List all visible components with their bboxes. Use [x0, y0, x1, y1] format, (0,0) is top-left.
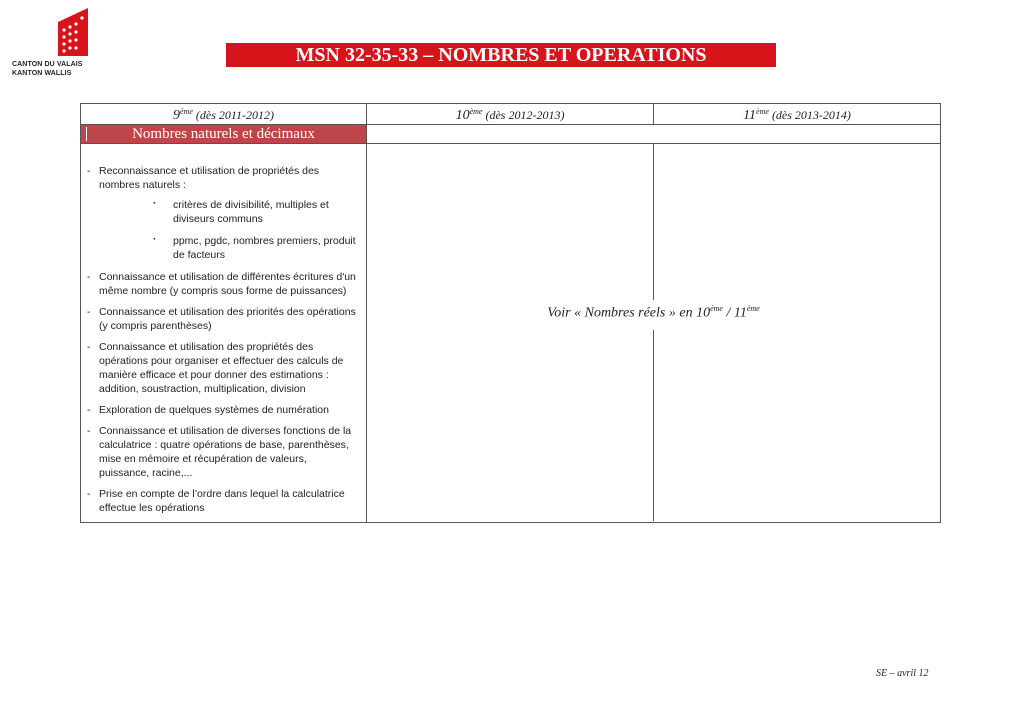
period-11: (dès 2013-2014)	[771, 108, 851, 122]
item-text: Connaissance et utilisation de différentes écritures d'un même nombre (y compris sous forme de puissances)	[99, 271, 356, 297]
column-header-11	[654, 104, 941, 125]
grade-9-sup: ème	[180, 107, 193, 116]
objectives-list	[81, 144, 366, 515]
item-text: Connaissance et utilisation des propriétés des opérations pour organiser et effectuer des calculs de manière efficace et pour donner des estimations : addition, soustraction, multiplication, division	[99, 341, 344, 395]
objectives-cell	[81, 144, 367, 523]
logo-text	[12, 60, 83, 78]
sub-list	[99, 198, 356, 262]
period-9: (dès 2011-2012)	[195, 108, 274, 122]
valais-flag-icon	[58, 8, 88, 56]
reference-cell	[367, 144, 941, 523]
subitem-text: critères de divisibilité, multiples et diviseurs communs	[173, 199, 329, 225]
list-item: - Exploration de quelques systèmes de numération	[87, 404, 329, 416]
column-header-9	[81, 104, 367, 125]
list-item: - Reconnaissance et utilisation de propriétés des nombres naturels : · critères de divisibilité, multiples et diviseurs communs · ppmc, pgdc, nombres premiers, produit de facteurs	[87, 165, 356, 261]
logo-line-2: KANTON WALLIS	[12, 70, 72, 77]
grade-9: 9	[173, 108, 180, 123]
canton-logo	[10, 8, 90, 80]
logo-line-1: CANTON DU VALAIS	[12, 61, 83, 68]
page-title: MSN 32-35-33 – NOMBRES ET OPERATIONS	[226, 43, 776, 67]
reference-prefix: Voir « Nombres réels » en 10	[547, 305, 711, 321]
footer-note: SE – avril 12	[876, 668, 929, 679]
reference-middle: / 11	[722, 305, 747, 321]
category-empty-cell	[367, 125, 941, 144]
item-text: Exploration de quelques systèmes de numération	[99, 404, 329, 416]
grade-10-sup: ème	[469, 107, 483, 116]
column-divider	[653, 144, 654, 300]
header-row	[81, 104, 941, 125]
item-text: Connaissance et utilisation de diverses fonctions de la calculatrice : quatre opérations de base, parenthèses, mise en mémoire et récupération de valeurs, puissance, racine,...	[99, 425, 352, 479]
sub-list-item	[153, 197, 356, 226]
grade-10: 10	[455, 108, 470, 123]
reference-sup-1: ème	[710, 304, 723, 313]
category-row	[81, 125, 941, 144]
item-text: Reconnaissance et utilisation de propriétés des nombres naturels :	[99, 165, 320, 191]
bullet-icon: ·	[153, 233, 157, 245]
item-text: Connaissance et utilisation des priorités des opérations (y compris parenthèses)	[99, 306, 356, 332]
list-item: - Connaissance et utilisation de différentes écritures d'un même nombre (y compris sous forme de puissances)	[87, 271, 356, 297]
reference-sup-2: ème	[746, 304, 760, 313]
grade-11-sup: ème	[756, 107, 769, 116]
subitem-text: ppmc, pgdc, nombres premiers, produit de facteurs	[173, 235, 356, 261]
grade-11: 11	[743, 108, 757, 123]
column-header-10	[367, 104, 654, 125]
list-item: - Connaissance et utilisation des priorités des opérations (y compris parenthèses)	[87, 306, 356, 332]
column-divider	[653, 330, 654, 521]
curriculum-table	[80, 103, 941, 523]
item-text: Prise en compte de l’ordre dans lequel la calculatrice effectue les opérations	[99, 488, 345, 514]
reference-text	[367, 304, 940, 322]
category-label: Nombres naturels et décimaux	[81, 125, 367, 144]
content-row	[81, 144, 941, 523]
period-10: (dès 2012-2013)	[485, 108, 565, 122]
sub-list-item	[153, 233, 356, 262]
bullet-icon: ·	[153, 197, 157, 209]
list-item: - Connaissance et utilisation des propriétés des opérations pour organiser et effectuer des calculs de manière efficace et pour donner des estimations : addition, soustraction, multiplication, division	[87, 341, 344, 395]
list-item: - Prise en compte de l’ordre dans lequel la calculatrice effectue les opérations	[87, 488, 345, 514]
list-item: - Connaissance et utilisation de diverses fonctions de la calculatrice : quatre opérations de base, parenthèses, mise en mémoire et récupération de valeurs, puissance, racine,...	[87, 425, 352, 479]
